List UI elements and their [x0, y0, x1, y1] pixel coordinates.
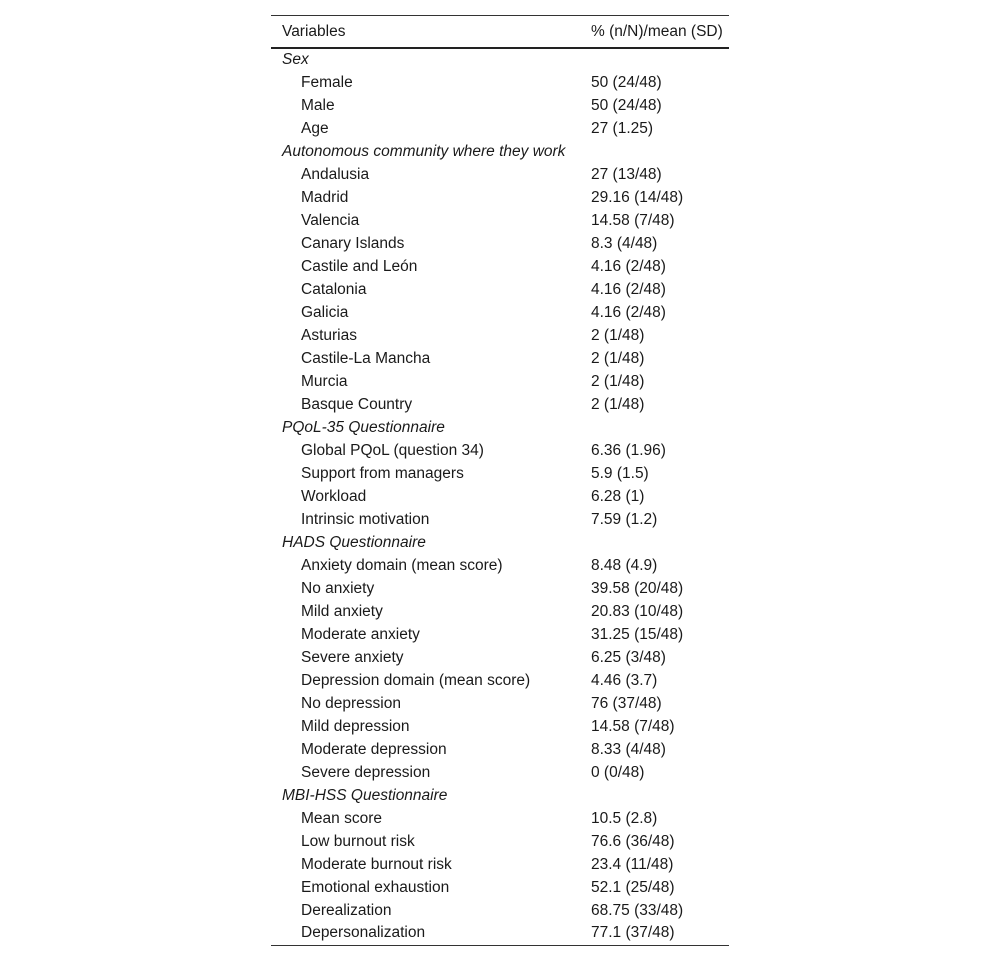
variable-value [591, 48, 729, 71]
header-variables: Variables [282, 22, 346, 40]
variable-value: 7.59 (1.2) [591, 510, 658, 528]
table-row [271, 393, 729, 416]
table-row [271, 715, 729, 738]
table-row [271, 577, 729, 600]
variable-label: Mild anxiety [301, 602, 383, 620]
variable-label: Basque Country [301, 395, 413, 413]
table-row [271, 209, 729, 232]
variable-label: Catalonia [301, 280, 367, 298]
table-row [271, 922, 729, 945]
variable-value: 4.16 (2/48) [591, 303, 666, 321]
variable-label: Emotional exhaustion [301, 878, 450, 896]
table-row [271, 669, 729, 692]
variable-label: Madrid [301, 188, 349, 206]
variable-value: 0 (0/48) [591, 763, 645, 781]
variable-label: Valencia [301, 211, 360, 229]
table-row [271, 761, 729, 784]
table-header-row [271, 16, 729, 49]
variable-value: 14.58 (7/48) [591, 211, 675, 229]
variable-value: 2 (1/48) [591, 326, 645, 344]
variable-label: Severe depression [301, 763, 431, 781]
variable-value: 6.25 (3/48) [591, 648, 666, 666]
variable-value: 5.9 (1.5) [591, 464, 649, 482]
variable-value: 10.5 (2.8) [591, 809, 658, 827]
variable-value: 31.25 (15/48) [591, 625, 684, 643]
table-row [271, 738, 729, 761]
variable-value: 8.48 (4.9) [591, 556, 658, 574]
variable-value: 2 (1/48) [591, 395, 645, 413]
variable-label: Moderate anxiety [301, 625, 420, 643]
variable-value: 2 (1/48) [591, 349, 645, 367]
group-label: MBI-HSS Questionnaire [282, 786, 448, 804]
variable-value: 4.16 (2/48) [591, 280, 666, 298]
variable-label: Canary Islands [301, 234, 405, 252]
variable-value [591, 140, 729, 163]
table-row [271, 370, 729, 393]
table-row [271, 646, 729, 669]
variable-value: 27 (1.25) [591, 119, 654, 137]
variable-label: Mean score [301, 809, 382, 827]
variable-label: Moderate depression [301, 740, 447, 758]
table-row [271, 186, 729, 209]
variable-value: 8.33 (4/48) [591, 740, 666, 758]
variable-label: No anxiety [301, 579, 375, 597]
variable-label: Derealization [301, 901, 392, 919]
variable-label: Andalusia [301, 165, 370, 183]
table-row [271, 899, 729, 922]
variable-value: 50 (24/48) [591, 73, 662, 91]
variable-label: Support from managers [301, 464, 464, 482]
variable-value: 39.58 (20/48) [591, 579, 684, 597]
variable-value: 68.75 (33/48) [591, 901, 684, 919]
group-label: HADS Questionnaire [282, 533, 426, 551]
variable-label: Low burnout risk [301, 832, 415, 850]
table-row [271, 117, 729, 140]
variable-label: Workload [301, 487, 367, 505]
variable-value [591, 784, 729, 807]
variable-value: 6.28 (1) [591, 487, 645, 505]
table-row [271, 600, 729, 623]
variable-label: Castile and León [301, 257, 418, 275]
variable-value: 52.1 (25/48) [591, 878, 675, 896]
variable-value: 4.16 (2/48) [591, 257, 666, 275]
table-row [271, 485, 729, 508]
table-row [271, 301, 729, 324]
table-group-row [271, 140, 729, 163]
variable-label: Severe anxiety [301, 648, 404, 666]
table-row [271, 876, 729, 899]
header-value: % (n/N)/mean (SD) [591, 22, 723, 40]
group-label: Autonomous community where they work [282, 142, 566, 160]
variable-value: 76.6 (36/48) [591, 832, 675, 850]
table-row [271, 71, 729, 94]
variable-value [591, 416, 729, 439]
table-row [271, 830, 729, 853]
table-row [271, 347, 729, 370]
variable-value: 20.83 (10/48) [591, 602, 684, 620]
variable-value: 77.1 (37/48) [591, 924, 675, 942]
variable-value: 76 (37/48) [591, 694, 662, 712]
variable-value: 8.3 (4/48) [591, 234, 658, 252]
variable-value: 27 (13/48) [591, 165, 662, 183]
variable-label: Female [301, 73, 353, 91]
table-row [271, 554, 729, 577]
table-row [271, 508, 729, 531]
table-row [271, 324, 729, 347]
variable-value [591, 531, 729, 554]
table-row [271, 278, 729, 301]
variable-value: 4.46 (3.7) [591, 671, 658, 689]
variable-value: 6.36 (1.96) [591, 441, 666, 459]
variable-value: 50 (24/48) [591, 96, 662, 114]
table-group-row [271, 531, 729, 554]
variable-label: Male [301, 96, 335, 114]
variable-label: Depression domain (mean score) [301, 671, 531, 689]
variable-label: Asturias [301, 326, 357, 344]
table-row [271, 255, 729, 278]
table-group-row [271, 784, 729, 807]
variable-value: 14.58 (7/48) [591, 717, 675, 735]
data-table-container [271, 15, 729, 946]
table-body [271, 48, 729, 945]
table-row [271, 462, 729, 485]
variable-value: 29.16 (14/48) [591, 188, 684, 206]
variable-label: Intrinsic motivation [301, 510, 430, 528]
table-group-row [271, 416, 729, 439]
table-row [271, 807, 729, 830]
variable-label: Anxiety domain (mean score) [301, 556, 503, 574]
table-row [271, 439, 729, 462]
table-row [271, 853, 729, 876]
variable-value: 23.4 (11/48) [591, 855, 674, 873]
group-label: PQoL-35 Questionnaire [282, 418, 445, 436]
variable-label: Galicia [301, 303, 349, 321]
variable-label: Global PQoL (question 34) [301, 441, 484, 459]
variable-label: Murcia [301, 372, 348, 390]
table-header [271, 16, 729, 49]
variable-label: No depression [301, 694, 401, 712]
variable-label: Castile-La Mancha [301, 349, 431, 367]
variable-label: Depersonalization [301, 924, 426, 942]
variable-value: 2 (1/48) [591, 372, 645, 390]
table-row [271, 692, 729, 715]
data-table [271, 15, 729, 946]
table-row [271, 94, 729, 117]
table-group-row [271, 48, 729, 71]
variable-label: Mild depression [301, 717, 410, 735]
table-row [271, 163, 729, 186]
variable-label: Age [301, 119, 329, 137]
group-label: Sex [282, 51, 309, 68]
table-row [271, 623, 729, 646]
variable-label: Moderate burnout risk [301, 855, 452, 873]
table-row [271, 232, 729, 255]
